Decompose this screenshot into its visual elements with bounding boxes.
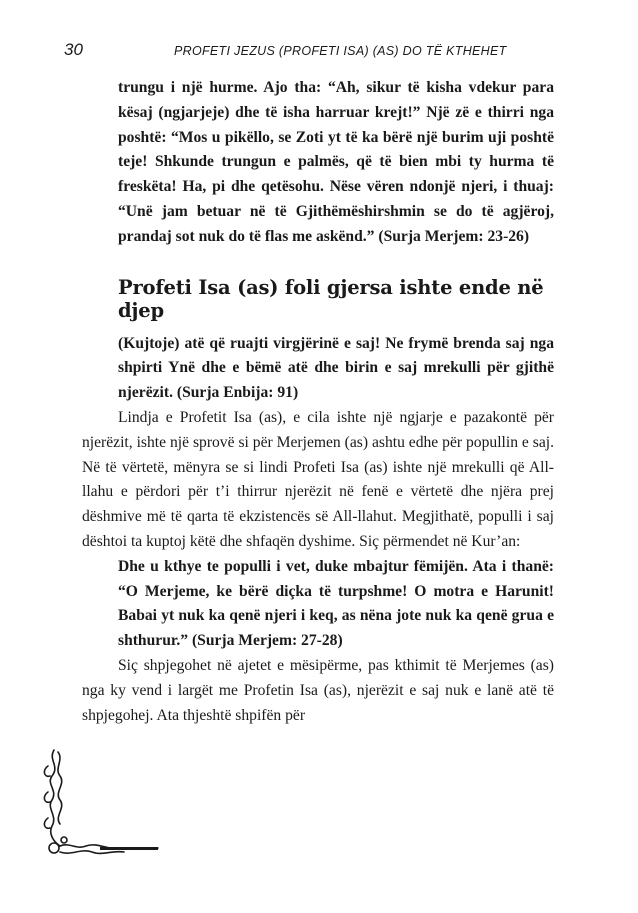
quote-text: Dhe u kthye te populli i vet, duke mbajtur fëmijën. Ata i thanë: “O Merjeme, ke bërë diçka të turpshme! O motra e Harunit! Babai yt nuk ka qenë njeri i keq, as nëna jote nuk ka qenë grua e shthurur.” (Surja Merjem: 27-28) — [118, 557, 554, 650]
running-header: PROFETI JEZUS (PROFETI ISA) (AS) DO TË KTHEHET — [174, 44, 507, 58]
quote-text: (Kujtoje) atë që ruajti virgjërinë e saj! Ne frymë brenda saj nga shpirti Ynë dhe e bëmë atë dhe birin e saj mrekulli për gjithë njerëzit. (Surja Enbija: 91) — [118, 334, 554, 402]
body-paragraph-2: Siç shpjegohet në ajetet e mësipërme, pas kthimit të Merjemes (as) nga ky vend i largët me Profetin Isa (as), njerëzit e saj nuk e lanë atë të shpjegohej. Ata thjeshtë shpifën për — [82, 656, 554, 724]
body-paragraph-1: Lindja e Profetit Isa (as), e cila ishte një ngjarje e pazakontë për njerëzit, ishte një sprovë si për Merjemen (as) ashtu edhe për popullin e saj. Në të vërtetë, mënyra se si lindi Profeti Isa (as) ishte një mrekulli që All-llahu e përdori për t’i thirrur njerëzit në fenë e vërtetë dhe njëra prej dëshmive më të qarta të ekzistencës së All-llahut. Megjithatë, populli i saj dështoi ta kuptoj këtë dhe shfaqën dyshime. Siç përmendet në Kur’an: — [82, 408, 554, 550]
page-number: 30 — [64, 40, 83, 59]
section-heading: Profeti Isa (as) foli gjersa ishte ende në djep — [118, 275, 544, 322]
corner-ornament-icon — [40, 746, 160, 858]
quran-quote-3 — [118, 555, 554, 654]
quran-quote-2 — [118, 332, 554, 406]
quote-text: trungu i një hurme. Ajo tha: “Ah, sikur të kisha vdekur para kësaj (ngjarjeje) dhe të isha harruar krejt!” Një zë e thirri nga poshtë: “Mos u pikëllo, se Zoti yt të ka bërë një burim uji poshtë teje! Shkunde trungun e palmës, që të bien mbi ty hurma të freskëta! Ha, pi dhe qetësohu. Nëse vëren ndonjë njeri, i thuaj: “Unë jam betuar në të Gjithëmëshirshmin se do të agjëroj, prandaj sot nuk do të flas me askënd.” (Surja Merjem: 23-26) — [118, 79, 554, 245]
page-content — [82, 76, 554, 728]
quran-quote-1 — [118, 76, 554, 250]
